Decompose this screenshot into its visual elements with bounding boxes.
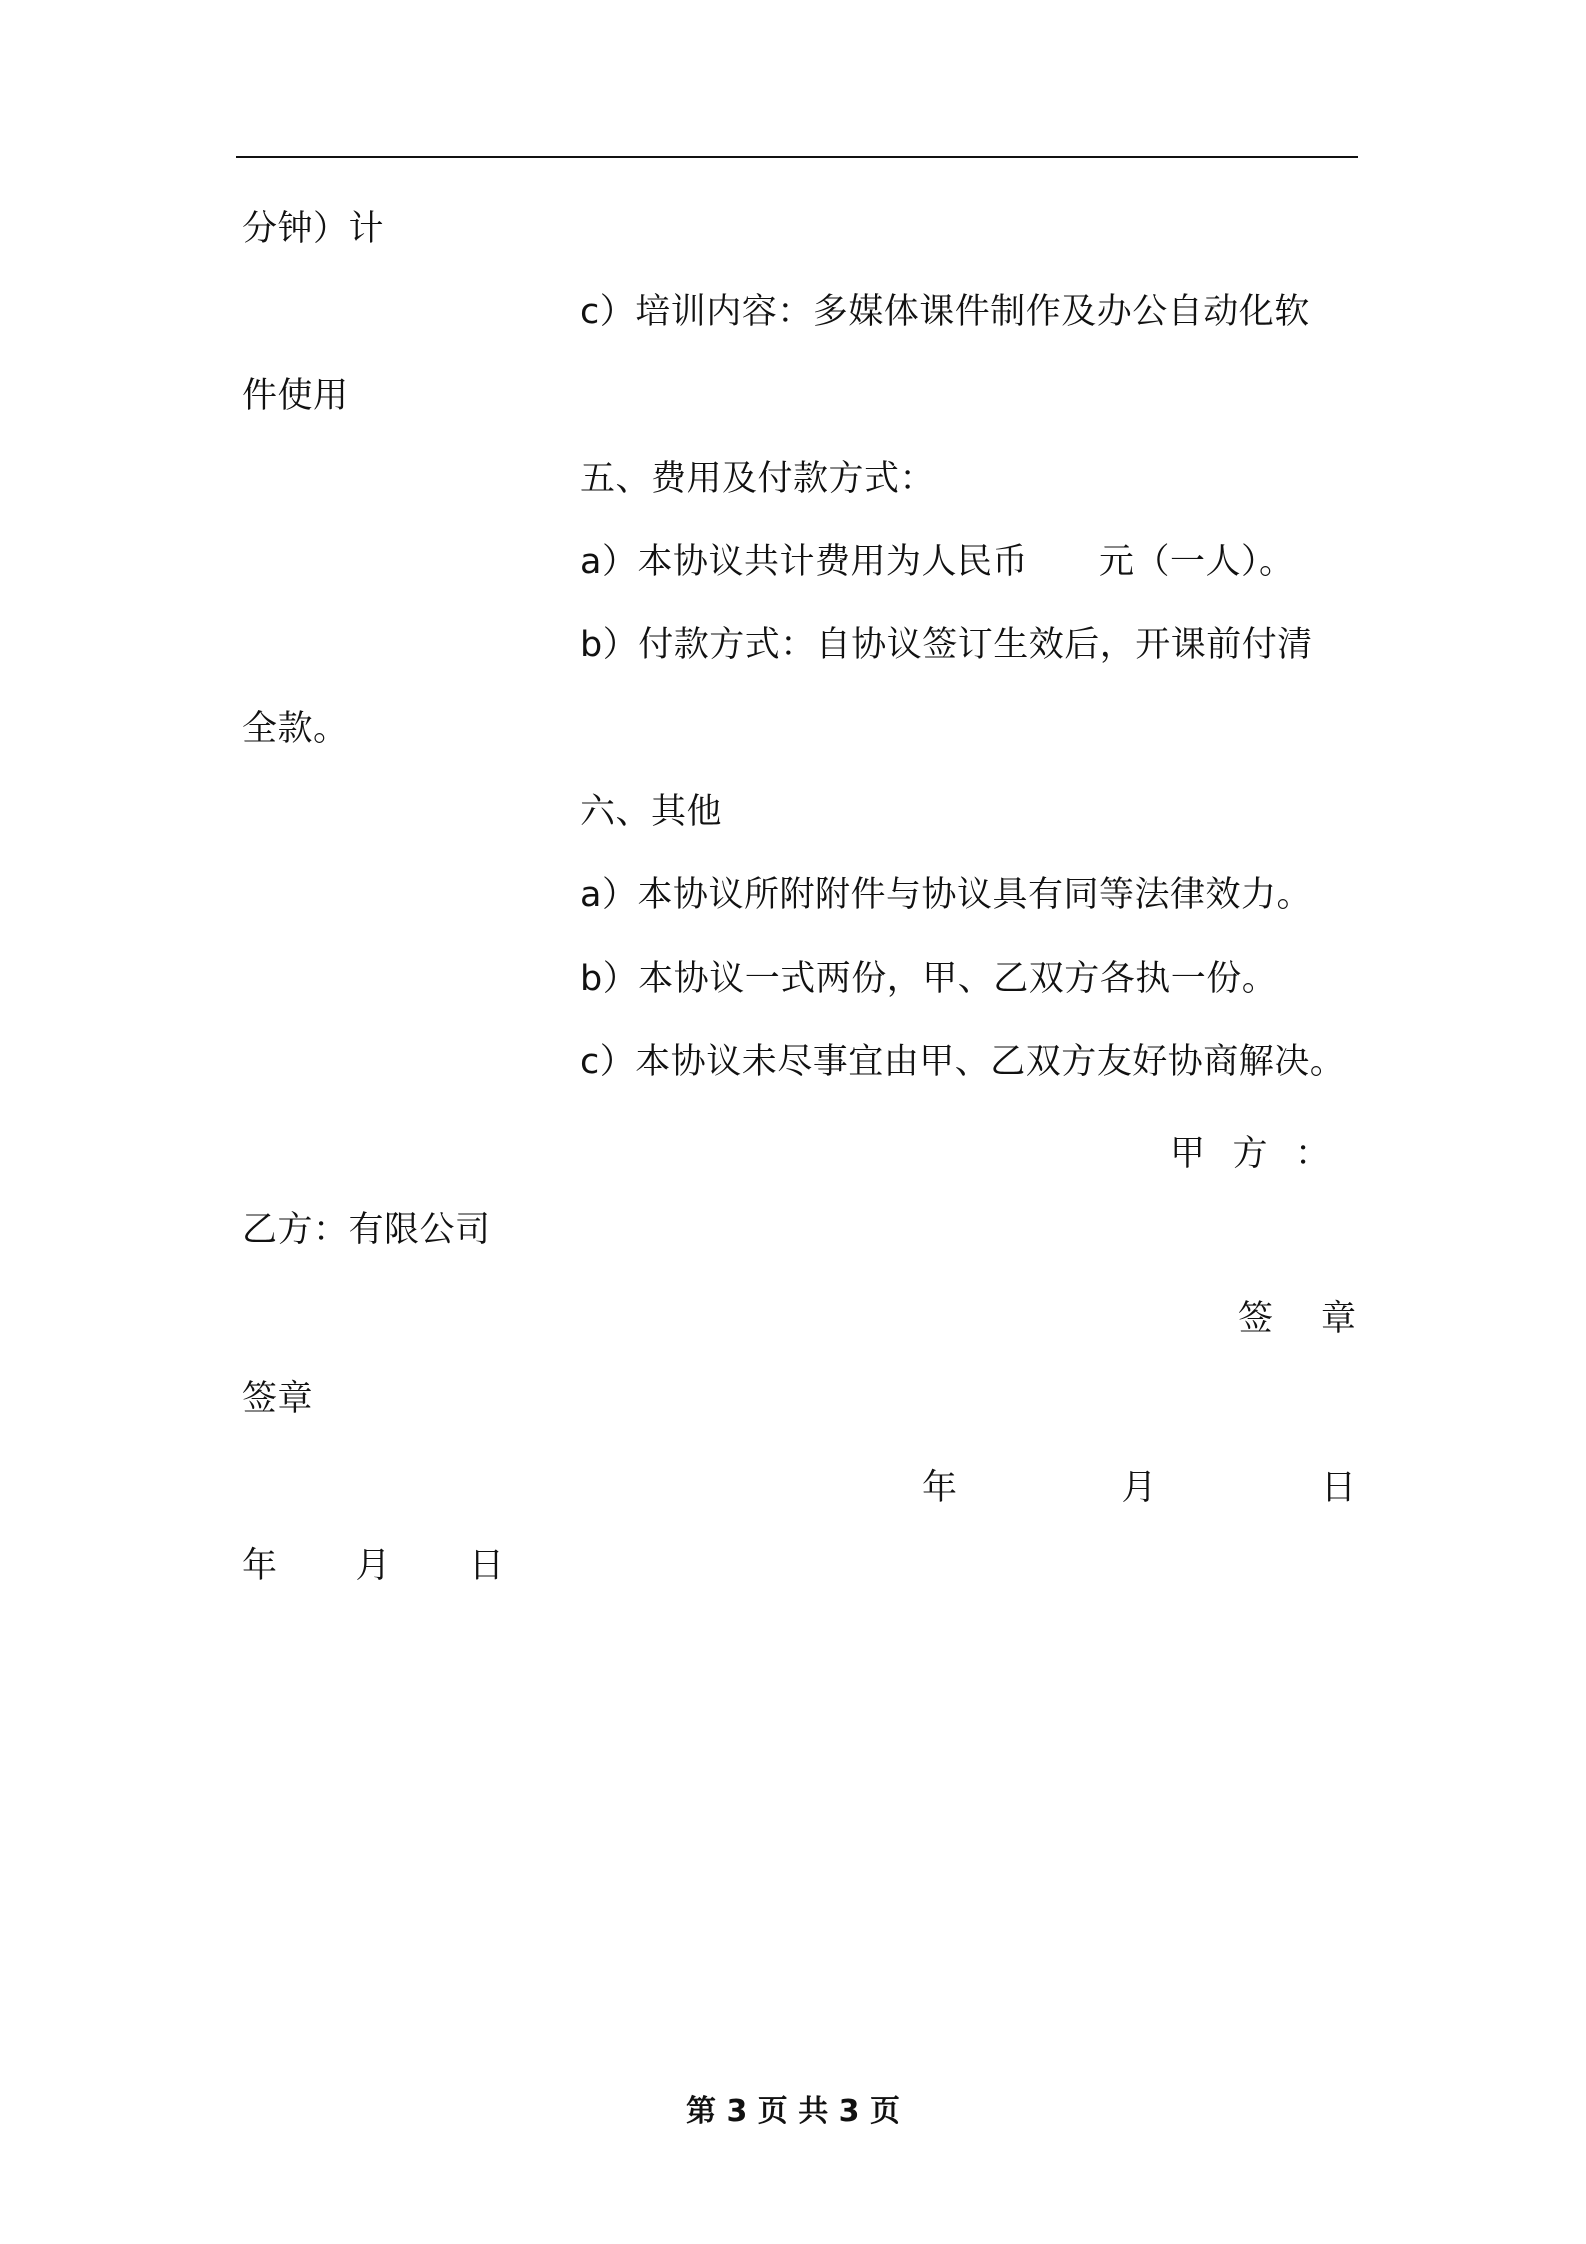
party-a-char-1: 甲 [1170, 1134, 1206, 1174]
party-a-char-3: ： [1294, 1134, 1330, 1174]
body-line-5: a）本协议共计费用为人民币 元（一人）。 [580, 542, 1295, 582]
body-line-6: b）付款方式：自协议签订生效后，开课前付清 [580, 625, 1313, 665]
date-right-month: 月 [1121, 1468, 1157, 1508]
body-line-10: b）本协议一式两份，甲、乙双方各执一份。 [580, 959, 1278, 999]
section-heading-other: 六、其他 [580, 792, 723, 832]
seal-right [1238, 1295, 1356, 1343]
party-a-char-2: 方 [1232, 1134, 1268, 1174]
party-a-label [1170, 1130, 1330, 1178]
date-left-day: 日 [468, 1546, 504, 1586]
page-number: 第 3 页 共 3 页 [686, 2094, 900, 2129]
body-line-11: c）本协议未尽事宜由甲、乙双方友好协商解决。 [580, 1042, 1346, 1082]
date-left [242, 1542, 504, 1590]
seal-right-char-2: 章 [1320, 1299, 1356, 1339]
date-left-year: 年 [242, 1546, 278, 1586]
date-left-month: 月 [355, 1546, 391, 1586]
party-b-label: 乙方：有限公司 [242, 1210, 491, 1250]
body-line-2: c）培训内容：多媒体课件制作及办公自动化软 [580, 292, 1310, 332]
date-right [922, 1464, 1356, 1512]
body-line-7: 全款。 [242, 709, 349, 749]
date-right-day: 日 [1320, 1468, 1356, 1508]
body-line-1: 分钟）计 [242, 209, 385, 249]
date-right-year: 年 [922, 1468, 958, 1508]
body-line-9: a）本协议所附附件与协议具有同等法律效力。 [580, 875, 1312, 915]
seal-left: 签章 [242, 1379, 314, 1419]
section-heading-fees: 五、费用及付款方式： [580, 459, 936, 499]
seal-right-char-1: 签 [1238, 1299, 1274, 1339]
body-line-3: 件使用 [242, 376, 349, 416]
header-rule [236, 156, 1358, 158]
